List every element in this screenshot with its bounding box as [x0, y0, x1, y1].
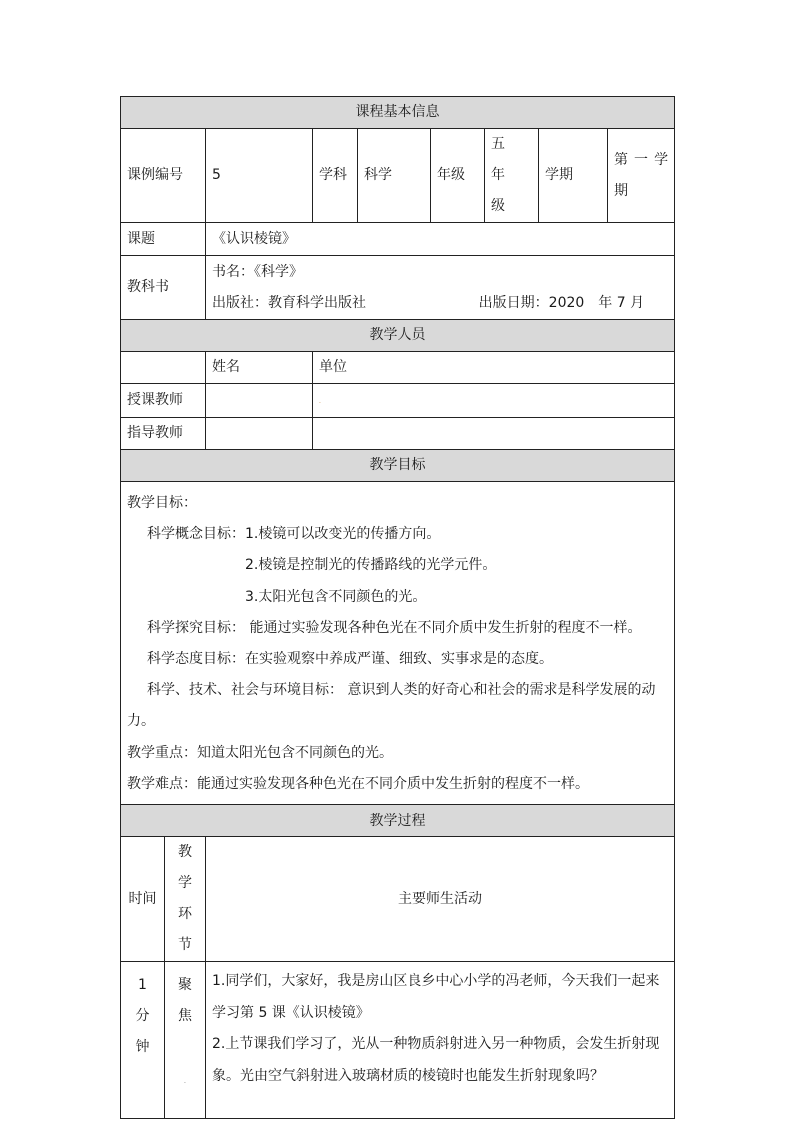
stage-char-2: 焦	[178, 1008, 192, 1025]
mentor-name	[206, 418, 313, 450]
difficulty-point: 教学难点：能通过实验发现各种色光在不同介质中发生折射的程度不一样。	[127, 775, 589, 792]
name-header: 姓名	[206, 352, 313, 384]
concept-goal-1-text: 1.棱镜可以改变光的传播方向。	[245, 526, 441, 543]
concept-goal-3: 3.太阳光包含不同颜色的光。	[245, 588, 427, 605]
key-point: 教学重点：知道太阳光包含不同颜色的光。	[127, 744, 393, 761]
stage-header-char-3: 环	[178, 906, 192, 923]
concept-goal-1	[127, 519, 668, 550]
objectives-section-title: 教学目标	[121, 450, 675, 482]
term-value	[608, 129, 675, 223]
textbook-value	[206, 256, 675, 320]
stage-char-1: 聚	[178, 977, 192, 994]
publisher: 出版社：教育科学出版社	[212, 294, 366, 311]
teacher-label: 授课教师	[121, 384, 206, 418]
grade-value	[485, 129, 539, 223]
objectives-body	[121, 482, 675, 805]
textbook-label: 教科书	[121, 256, 206, 320]
grade-value-line2: 级	[491, 198, 505, 214]
attitude-goal: 科学态度目标：在实验观察中养成严谨、细致、实事求是的态度。	[147, 651, 553, 668]
lesson-plan-table	[120, 96, 675, 1119]
stse-goal-line1: 科学、技术、社会与环境目标： 意识到人类的好奇心和社会的需求是科学发展的动	[147, 682, 656, 699]
activity-line-4: 象。光由空气斜射进入玻璃材质的棱镜时也能发生折射现象吗？	[212, 1067, 604, 1084]
unit-header: 单位	[313, 352, 675, 384]
stage-spacer	[165, 1032, 205, 1066]
process-row-activity	[206, 962, 675, 1119]
activity-line-1: 1.同学们，大家好，我是房山区良乡中心小学的冯老师，今天我们一起来	[212, 973, 660, 990]
basic-info-section-title: 课程基本信息	[121, 97, 675, 129]
stse-goal-line2: 力。	[127, 713, 155, 730]
staff-section-title: 教学人员	[121, 320, 675, 352]
topic-label: 课题	[121, 223, 206, 256]
term-label: 学期	[539, 129, 608, 223]
stage-header	[165, 837, 206, 962]
case-no-label: 课例编号	[121, 129, 206, 223]
topic-value: 《认识棱镜》	[206, 223, 675, 256]
stage-mark: .	[184, 1078, 186, 1086]
objectives-intro: 教学目标：	[127, 495, 197, 511]
teacher-unit-mark: .	[319, 398, 321, 405]
book-name: 书名：《科学》	[212, 263, 303, 280]
activity-line-3: 2.上节课我们学习了，光从一种物质斜射进入另一种物质，会发生折射现	[212, 1036, 660, 1053]
time-char-2: 分	[135, 1008, 150, 1025]
time-char-3: 钟	[135, 1039, 150, 1056]
mentor-unit	[313, 418, 675, 450]
publisher-row	[212, 288, 668, 319]
inquiry-goal: 科学探究目标： 能通过实验发现各种色光在不同介质中发生折射的程度不一样。	[147, 619, 642, 636]
stage-header-char-2: 学	[178, 875, 192, 892]
lesson-plan-page	[120, 96, 674, 1119]
concept-goal-label: 科学概念目标：	[147, 526, 245, 543]
subject-label: 学科	[313, 129, 358, 223]
process-row-time	[121, 962, 165, 1119]
time-char-1: 1	[138, 977, 147, 994]
staff-corner-cell	[121, 352, 206, 384]
process-section-title: 教学过程	[121, 805, 675, 837]
stage-header-char-1: 教	[178, 844, 192, 861]
term-value-line2: 期	[614, 182, 628, 199]
subject-value: 科学	[358, 129, 431, 223]
mentor-label: 指导教师	[121, 418, 206, 450]
process-row-stage	[165, 962, 206, 1119]
activity-header: 主要师生活动	[206, 837, 675, 962]
term-value-line1: 第一学	[614, 151, 669, 168]
time-header: 时间	[121, 837, 165, 962]
stage-header-char-4: 节	[178, 937, 192, 954]
grade-label: 年级	[431, 129, 485, 223]
teacher-unit	[313, 384, 675, 418]
concept-goal-2: 2.棱镜是控制光的传播路线的光学元件。	[245, 557, 497, 574]
grade-value-line1: 五 年	[491, 136, 519, 183]
activity-line-2: 学习第 5 课《认识棱镜》	[212, 1004, 370, 1021]
case-no-value: 5	[206, 129, 313, 223]
teacher-name	[206, 384, 313, 418]
publish-date: 出版日期：2020 年 7 月	[478, 294, 645, 311]
